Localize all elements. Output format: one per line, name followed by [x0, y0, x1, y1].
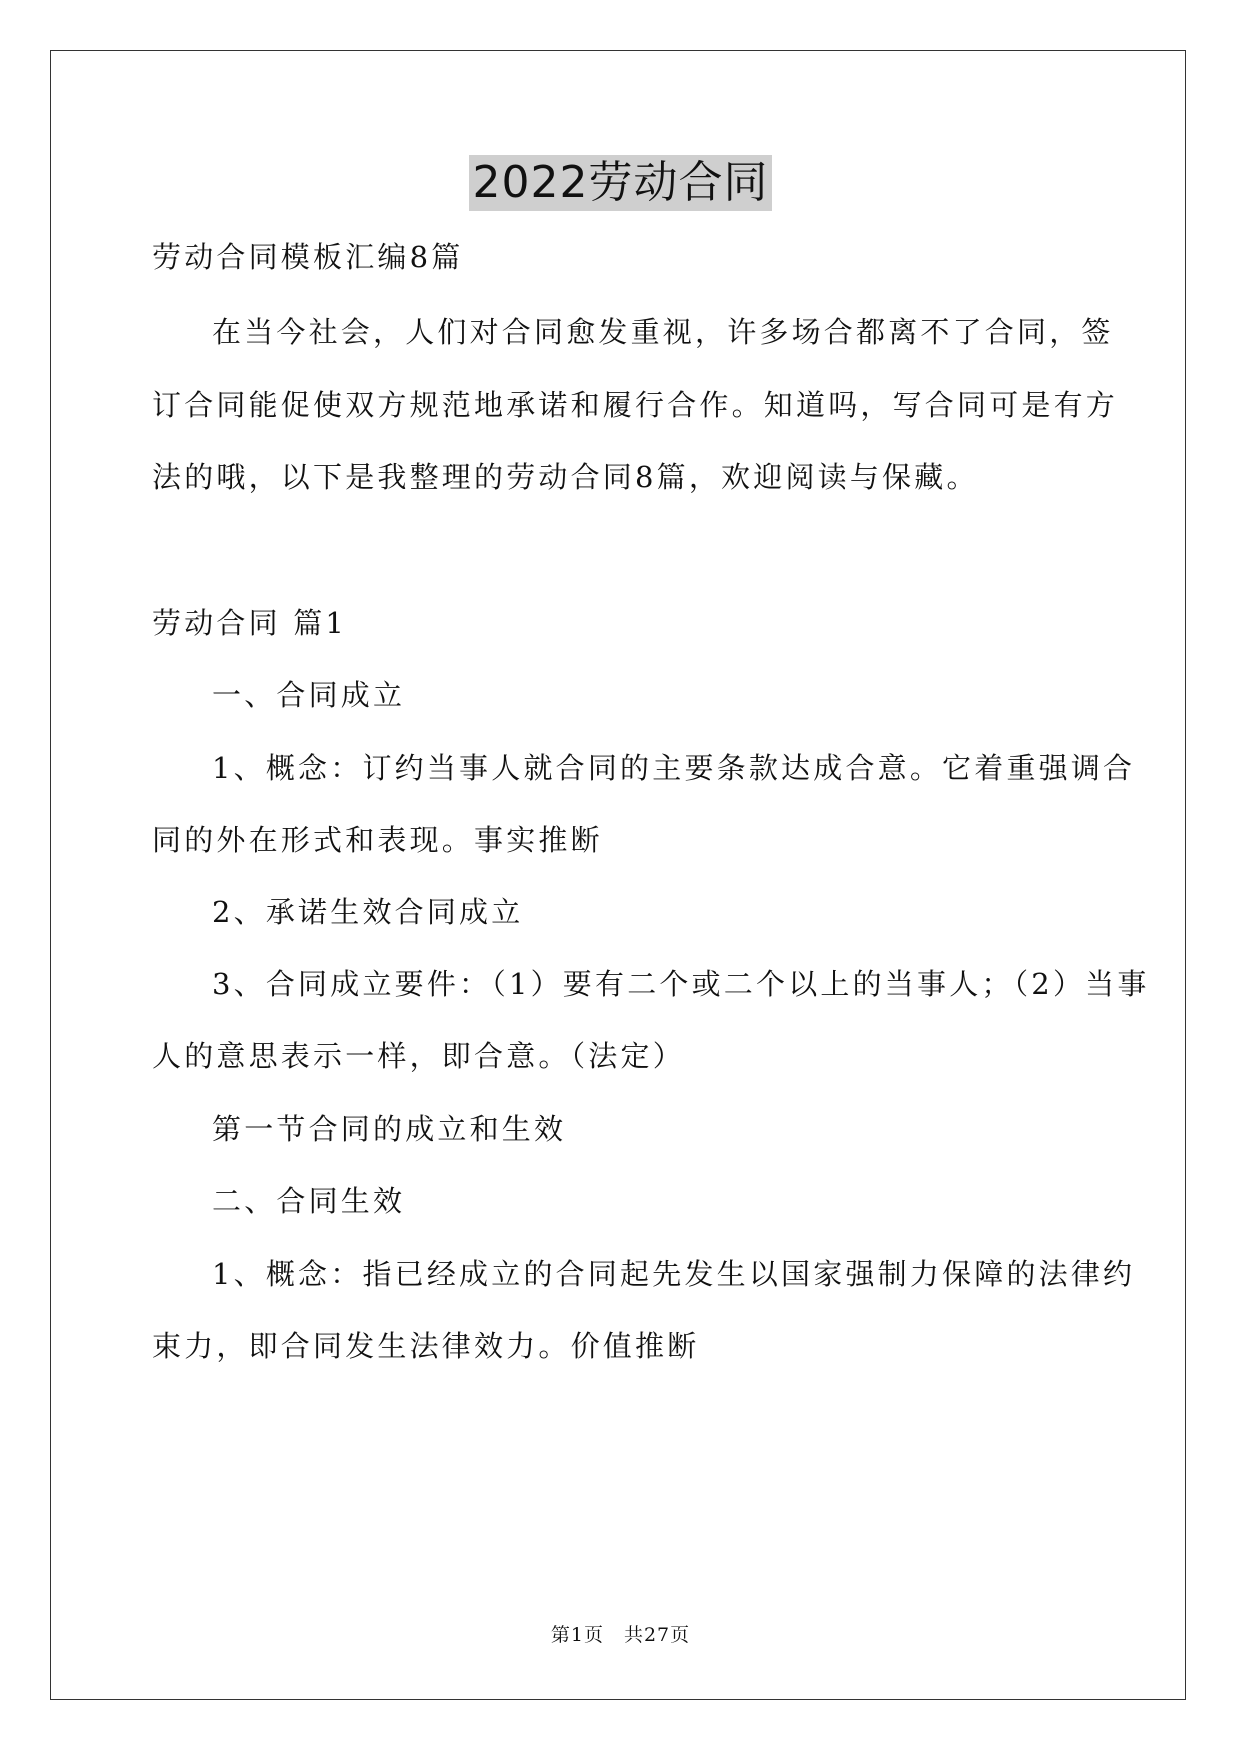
- paragraph-line: 人的意思表示一样，即合意。（法定）: [152, 1039, 685, 1073]
- paragraph-line: 同的外在形式和表现。事实推断: [152, 823, 603, 857]
- paragraph-line: 束力，即合同发生法律效力。价值推断: [152, 1329, 700, 1363]
- section-heading: 劳动合同 篇1: [152, 606, 348, 640]
- paragraph-line: 1、概念：订约当事人就合同的主要条款达成合意。它着重强调合: [212, 751, 1136, 785]
- paragraph-line: 第一节合同的成立和生效: [212, 1112, 567, 1146]
- document-title: 2022劳动合同: [469, 155, 773, 211]
- title-container: [0, 155, 1241, 211]
- clause-heading-1: 一、合同成立: [212, 678, 406, 712]
- intro-line-3: 法的哦，以下是我整理的劳动合同8篇，欢迎阅读与保藏。: [152, 460, 979, 494]
- intro-line-1: 在当今社会，人们对合同愈发重视，许多场合都离不了合同，签: [212, 315, 1114, 349]
- subtitle-line: 劳动合同模板汇编8篇: [152, 240, 464, 274]
- page-border: [50, 50, 1186, 1700]
- paragraph-line: 2、承诺生效合同成立: [212, 895, 524, 929]
- page-number-footer: 第1页 共27页: [550, 1624, 691, 1646]
- paragraph-line: 1、概念：指已经成立的合同起先发生以国家强制力保障的法律约: [212, 1257, 1136, 1291]
- clause-heading-2: 二、合同生效: [212, 1184, 406, 1218]
- intro-line-2: 订合同能促使双方规范地承诺和履行合作。知道吗，写合同可是有方: [152, 388, 1119, 422]
- paragraph-line: 3、合同成立要件：（1）要有二个或二个以上的当事人；（2）当事: [212, 967, 1150, 1001]
